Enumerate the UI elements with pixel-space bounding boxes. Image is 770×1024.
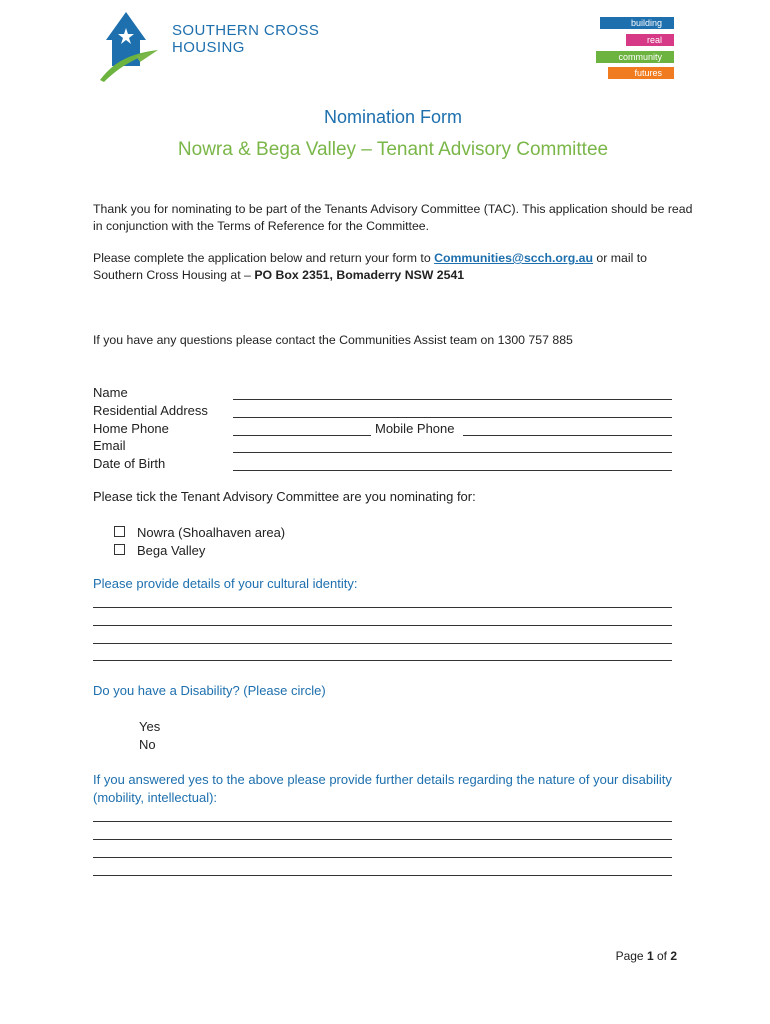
email-field[interactable] xyxy=(233,452,672,453)
home-phone-field[interactable] xyxy=(233,435,371,436)
disability-line-1[interactable] xyxy=(93,821,672,822)
page-total: 2 xyxy=(670,949,677,963)
disability-no[interactable]: No xyxy=(139,737,156,752)
cultural-line-1[interactable] xyxy=(93,607,672,608)
checkbox-bega[interactable] xyxy=(114,544,125,555)
name-label: Name xyxy=(93,385,128,400)
page-label: Page xyxy=(615,949,647,963)
logo-text xyxy=(172,22,319,56)
disability-question: Do you have a Disability? (Please circle) xyxy=(93,683,326,698)
disability-yes[interactable]: Yes xyxy=(139,719,161,734)
page-subtitle: Nowra & Bega Valley – Tenant Advisory Committee xyxy=(177,139,609,160)
tag-building: building xyxy=(600,17,674,29)
cultural-line-4[interactable] xyxy=(93,660,672,661)
option-nowra-label: Nowra (Shoalhaven area) xyxy=(137,525,286,540)
intro-text-pre: Please complete the application below and return your form to xyxy=(93,251,435,265)
cultural-question: Please provide details of your cultural identity: xyxy=(93,576,358,591)
name-field[interactable] xyxy=(233,399,672,400)
page-title: Nomination Form xyxy=(323,107,463,127)
disability-line-3[interactable] xyxy=(93,857,672,858)
disability-line-2[interactable] xyxy=(93,839,672,840)
home-phone-label: Home Phone xyxy=(93,421,169,436)
option-nowra[interactable] xyxy=(114,524,285,542)
address-field[interactable] xyxy=(233,417,672,418)
intro-paragraph-1: Thank you for nominating to be part of the Tenants Advisory Committee (TAC). This application should be read in conjunction with the Terms of Reference for the Committee. xyxy=(93,202,693,233)
page-current: 1 xyxy=(646,949,654,963)
intro-text-mid: or mail to Southern Cross Housing at – xyxy=(93,251,647,282)
page-of: of xyxy=(653,949,671,963)
tag-futures: futures xyxy=(608,67,674,79)
logo-house-icon xyxy=(96,10,160,84)
disability-followup: If you answered yes to the above please provide further details regarding the nature of your disability (mobility, intellectual): xyxy=(93,772,672,805)
email-label: Email xyxy=(93,438,126,453)
postal-address: PO Box 2351, Bomaderry NSW 2541 xyxy=(254,268,465,282)
disability-line-4[interactable] xyxy=(93,875,672,876)
committee-question: Please tick the Tenant Advisory Committee are you nominating for: xyxy=(93,489,476,504)
logo-line-1: SOUTHERN CROSS xyxy=(172,22,320,39)
cultural-line-3[interactable] xyxy=(93,643,672,644)
logo xyxy=(96,10,160,84)
mobile-phone-label: Mobile Phone xyxy=(375,421,455,436)
email-link[interactable]: Communities@scch.org.au xyxy=(434,251,593,265)
option-bega[interactable] xyxy=(114,542,205,560)
address-label: Residential Address xyxy=(93,403,208,418)
tag-real: real xyxy=(626,34,674,46)
contact-paragraph: If you have any questions please contact the Communities Assist team on 1300 757 885 xyxy=(93,333,573,347)
checkbox-nowra[interactable] xyxy=(114,526,125,537)
tag-community: community xyxy=(596,51,674,63)
dob-field[interactable] xyxy=(233,470,672,471)
page-number xyxy=(560,949,677,963)
option-bega-label: Bega Valley xyxy=(137,543,206,558)
cultural-line-2[interactable] xyxy=(93,625,672,626)
mobile-phone-field[interactable] xyxy=(463,435,672,436)
dob-label: Date of Birth xyxy=(93,456,166,471)
intro-paragraph-2 xyxy=(93,250,693,284)
logo-line-2: HOUSING xyxy=(172,39,245,56)
